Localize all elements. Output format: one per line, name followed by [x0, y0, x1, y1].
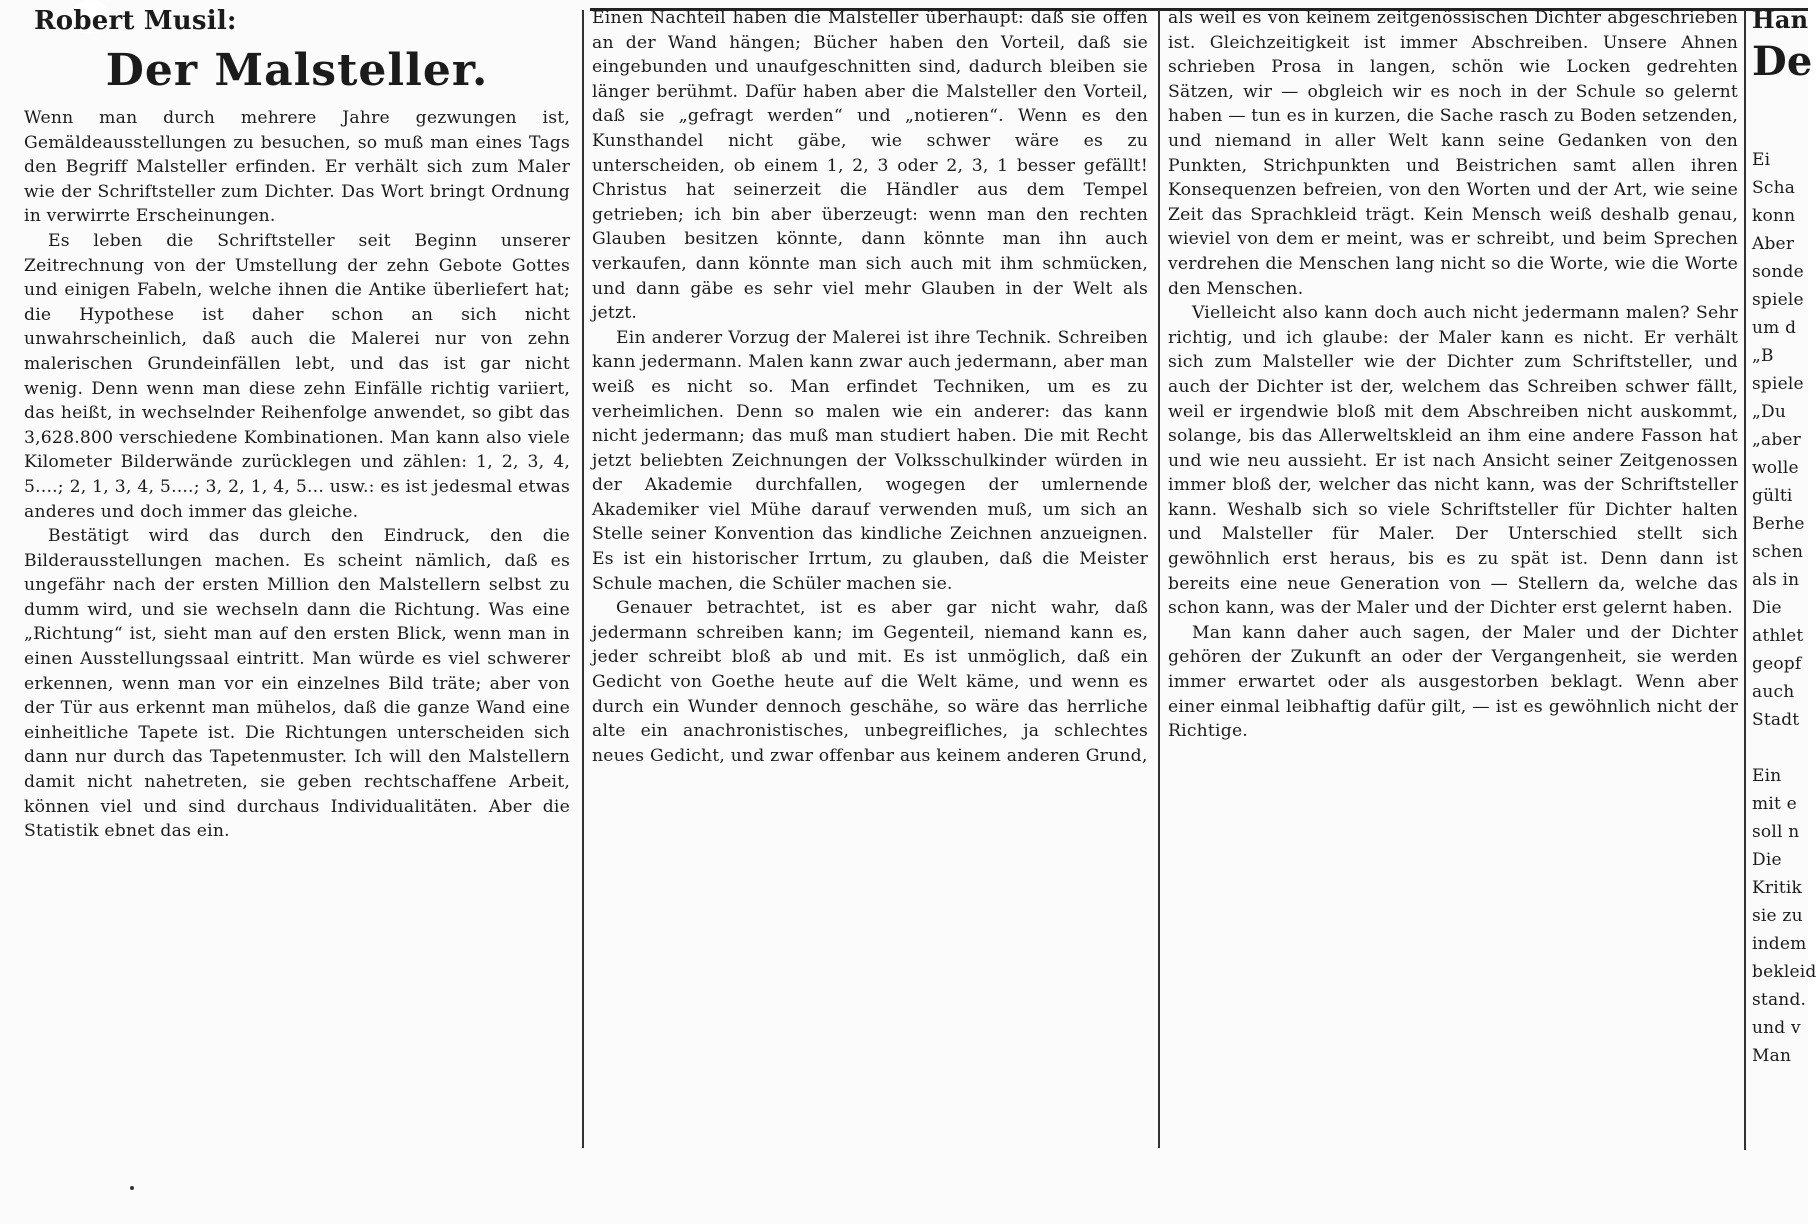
fragment-line: bekleid	[1752, 962, 1816, 982]
speck	[130, 1186, 134, 1190]
fragment-line: spiele	[1752, 290, 1804, 310]
fragment-line: „Du	[1752, 402, 1786, 422]
paragraph: Ein anderer Vorzug der Malerei ist ihre Technik. Schreiben kann jedermann. Malen kann zwar auch jedermann, aber man weiß es nicht so. Man erfindet Techniken, um es zu verheimlichen. Denn so malen wie ein anderer: das kann nicht jedermann; das muß man studiert haben. Die mit Recht jetzt beliebten Zeichnungen der Volksschulkinder würden in der Akademie durchfallen, wogegen der umlernende Akademiker viel Mühe darauf verwenden muß, um sich an Stelle seiner Konvention das kindliche Zeichnen anzueignen. Es ist ein historischer Irrtum, zu glauben, daß die Meister Schule machen, die Schüler machen sie.	[592, 327, 1148, 594]
column-divider	[1744, 10, 1746, 1150]
fragment-line: und v	[1752, 1018, 1801, 1038]
fragment-line: Man	[1752, 1046, 1792, 1066]
fragment-line: stand.	[1752, 990, 1807, 1010]
fragment-line: als in	[1752, 570, 1800, 590]
paragraph: Bestätigt wird das durch den Eindruck, den die Bilderausstellungen machen. Es scheint nämlich, daß es ungefähr nach der ersten Million den Malstellern selbst zu dumm wird, und sie wechseln dann die Richtung. Was eine „Richtung“ ist, sieht man auf den ersten Blick, wenn man in einen Ausstellungssaal eintritt. Man würde es viel schwerer erkennen, wenn man vor ein einzelnes Bild träte; aber von der Tür aus erkennt man mühelos, daß die ganze Wand eine einheitliche Tapete ist. Die Richtungen unterscheiden sich dann nur durch das Tapetenmuster. Ich will den Malstellern damit nicht nahetreten, sie geben rechtschaffene Arbeit, können viel und sind durchaus Individualitäten. Aber die Statistik ebnet das ein.	[24, 526, 570, 842]
paragraph: Genauer betrachtet, ist es aber gar nicht wahr, daß jedermann schreiben kann; im Gegenteil, niemand kann es, jeder schreibt bloß ab und mit. Es ist unmöglich, daß ein Gedicht von Goethe heute auf die Welt käme, und wenn es durch ein Wunder dennoch geschähe, so wäre das herrliche alte ein anachronistisches, unbegreifliches, ja schlechtes neues Gedicht, und zwar offenbar aus keinem anderen Grund,	[592, 598, 1148, 766]
fragment-line: athlet	[1752, 626, 1804, 646]
fragment-line: Stadt	[1752, 710, 1800, 730]
fragment-line: Ei	[1752, 150, 1771, 170]
paragraph: als weil es von keinem zeitgenössischen Dichter abgeschrieben ist. Gleichzeitigkeit ist immer Abschreiben. Unsere Ahnen schrieben Prosa in langen, schön wie Locken gedrehten Sätzen, wir — obgleich wir es noch in der Schule so gelernt haben — tun es in kurzen, die Sache rasch zu Boden setzenden, und niemand in aller Welt kann seine Gedanken von den Punkten, Strichpunkten und Beistrichen samt allen ihren Konsequenzen befreien, von den Worten und der Art, wie seine Zeit das Sprachkleid trägt. Kein Mensch weiß deshalb genau, wieviel von dem er meint, was er schreibt, und beim Sprechen verdrehen die Menschen lang nicht so die Worte, wie die Worte den Menschen.	[1168, 8, 1738, 299]
fragment-line: spiele	[1752, 374, 1804, 394]
fragment-line	[1752, 734, 1812, 762]
fragment-line: Ein	[1752, 766, 1782, 786]
paragraph: Einen Nachteil haben die Malsteller überhaupt: daß sie offen an der Wand hängen; Bücher haben den Vorteil, daß sie eingebunden und unaufgeschnitten sind, dadurch bleiben sie länger berühmt. Dafür haben aber die Malsteller den Vorteil, daß sie „gefragt werden“ und „notieren“. Wenn es den Kunsthandel nicht gäbe, wie schwer wäre es zu unterscheiden, ob einem 1, 2, 3 oder 2, 3, 1 besser gefällt! Christus hat seinerzeit die Händler aus dem Tempel getrieben; ich bin aber überzeugt: wenn man den rechten Glauben besitzen könnte, dann könnte man ihn auch verkaufen, dann könnte man sich auch mit ihm schmücken, und dann gäbe es sehr viel mehr Glauben in der Welt als jetzt.	[592, 8, 1148, 324]
article-column-1	[24, 6, 570, 844]
paragraph: Es leben die Schriftsteller seit Beginn unserer Zeitrechnung von der Umstellung der zehn Gebote Gottes und einigen Fabeln, welche ihnen die Antike überliefert hat; die Hypothese ist daher schon an sich nicht unwahrscheinlich, daß auch die Malerei nur von zehn malerischen Grundeinfällen lebt, und das ist gar nicht wenig. Denn wenn man diese zehn Einfälle richtig variiert, das heißt, in wechselnder Reihenfolge anwendet, so gibt das 3,628.800 verschiedene Kombinationen. Man kann also viele Kilometer Bilderwände zurücklegen und zählen: 1, 2, 3, 4, 5....; 2, 1, 3, 4, 5....; 3, 2, 1, 4, 5... usw.: es ist jedesmal etwas anderes und doch immer das gleiche.	[24, 230, 570, 522]
column-divider	[582, 10, 584, 1148]
fragment-line: Han	[1752, 5, 1809, 34]
column-divider	[1158, 10, 1160, 1148]
fragment-line: sonde	[1752, 262, 1804, 282]
fragment-line: konn	[1752, 206, 1796, 226]
fragment-line: sie zu	[1752, 906, 1803, 926]
paragraph: Man kann daher auch sagen, der Maler und der Dichter gehören der Zukunft an oder der Vergangenheit, sie werden immer erwartet oder als ausgestorben beklagt. Wenn aber einer einmal leibhaftig dafür gilt, — ist es gewöhnlich nicht der Richtige.	[1168, 622, 1738, 742]
fragment-line: soll n	[1752, 822, 1800, 842]
fragment-line: De	[1752, 38, 1813, 85]
article-title: Der Malsteller.	[105, 45, 489, 96]
fragment-line: gülti	[1752, 486, 1793, 506]
fragment-line: „aber	[1752, 430, 1802, 450]
fragment-line: wolle	[1752, 458, 1799, 478]
fragment-line: geopf	[1752, 654, 1802, 674]
fragment-line: Die	[1752, 850, 1782, 870]
paragraph: Vielleicht also kann doch auch nicht jedermann malen? Sehr richtig, und ich glaube: der Maler kann es nicht. Er verhält sich zum Malsteller wie der Dichter zum Schriftsteller, und auch der Dichter ist der, welchem das Schreiben schwer fällt, weil er irgendwie bloß mit dem Abschreiben nicht auskommt, solange, bis das Allerweltskleid an ihm eine andere Fasson hat und wie neu aussieht. Er ist nach Ansicht seiner Zeitgenossen immer bloß der, welcher das nicht kann, was der Schriftsteller kann. Weshalb sich so viele Schriftsteller für Dichter halten und Malsteller für Maler. Der Unterschied stellt sich gewöhnlich erst heraus, bis es zu spät ist. Denn dann ist bereits eine neue Generation von — Stellern da, welche das schon kann, was der Maler und der Dichter erst gelernt haben.	[1168, 303, 1738, 619]
fragment-line	[1752, 90, 1812, 118]
fragment-line: indem	[1752, 934, 1807, 954]
article-column-3	[1168, 6, 1738, 744]
fragment-line: Die	[1752, 598, 1782, 618]
fragment-line: schen	[1752, 542, 1804, 562]
fragment-line: „B	[1752, 346, 1774, 366]
fragment-line: Kritik	[1752, 878, 1803, 898]
fragment-line	[1752, 118, 1812, 146]
fragment-line: Berhe	[1752, 514, 1805, 534]
article-author: Robert Musil:	[34, 6, 237, 36]
paragraph: Wenn man durch mehrere Jahre gezwungen ist, Gemäldeausstellungen zu besuchen, so muß man eines Tags den Begriff Malsteller erfinden. Er verhält sich zum Maler wie der Schriftsteller zum Dichter. Das Wort bringt Ordnung in verwirrte Erscheinungen.	[24, 108, 570, 227]
fragment-line: mit e	[1752, 794, 1797, 814]
article-column-2	[592, 6, 1148, 768]
next-article-fragment	[1752, 5, 1816, 1070]
fragment-line: um d	[1752, 318, 1797, 338]
fragment-line: auch	[1752, 682, 1795, 702]
fragment-line: Aber	[1752, 234, 1795, 254]
fragment-line: Scha	[1752, 178, 1796, 198]
